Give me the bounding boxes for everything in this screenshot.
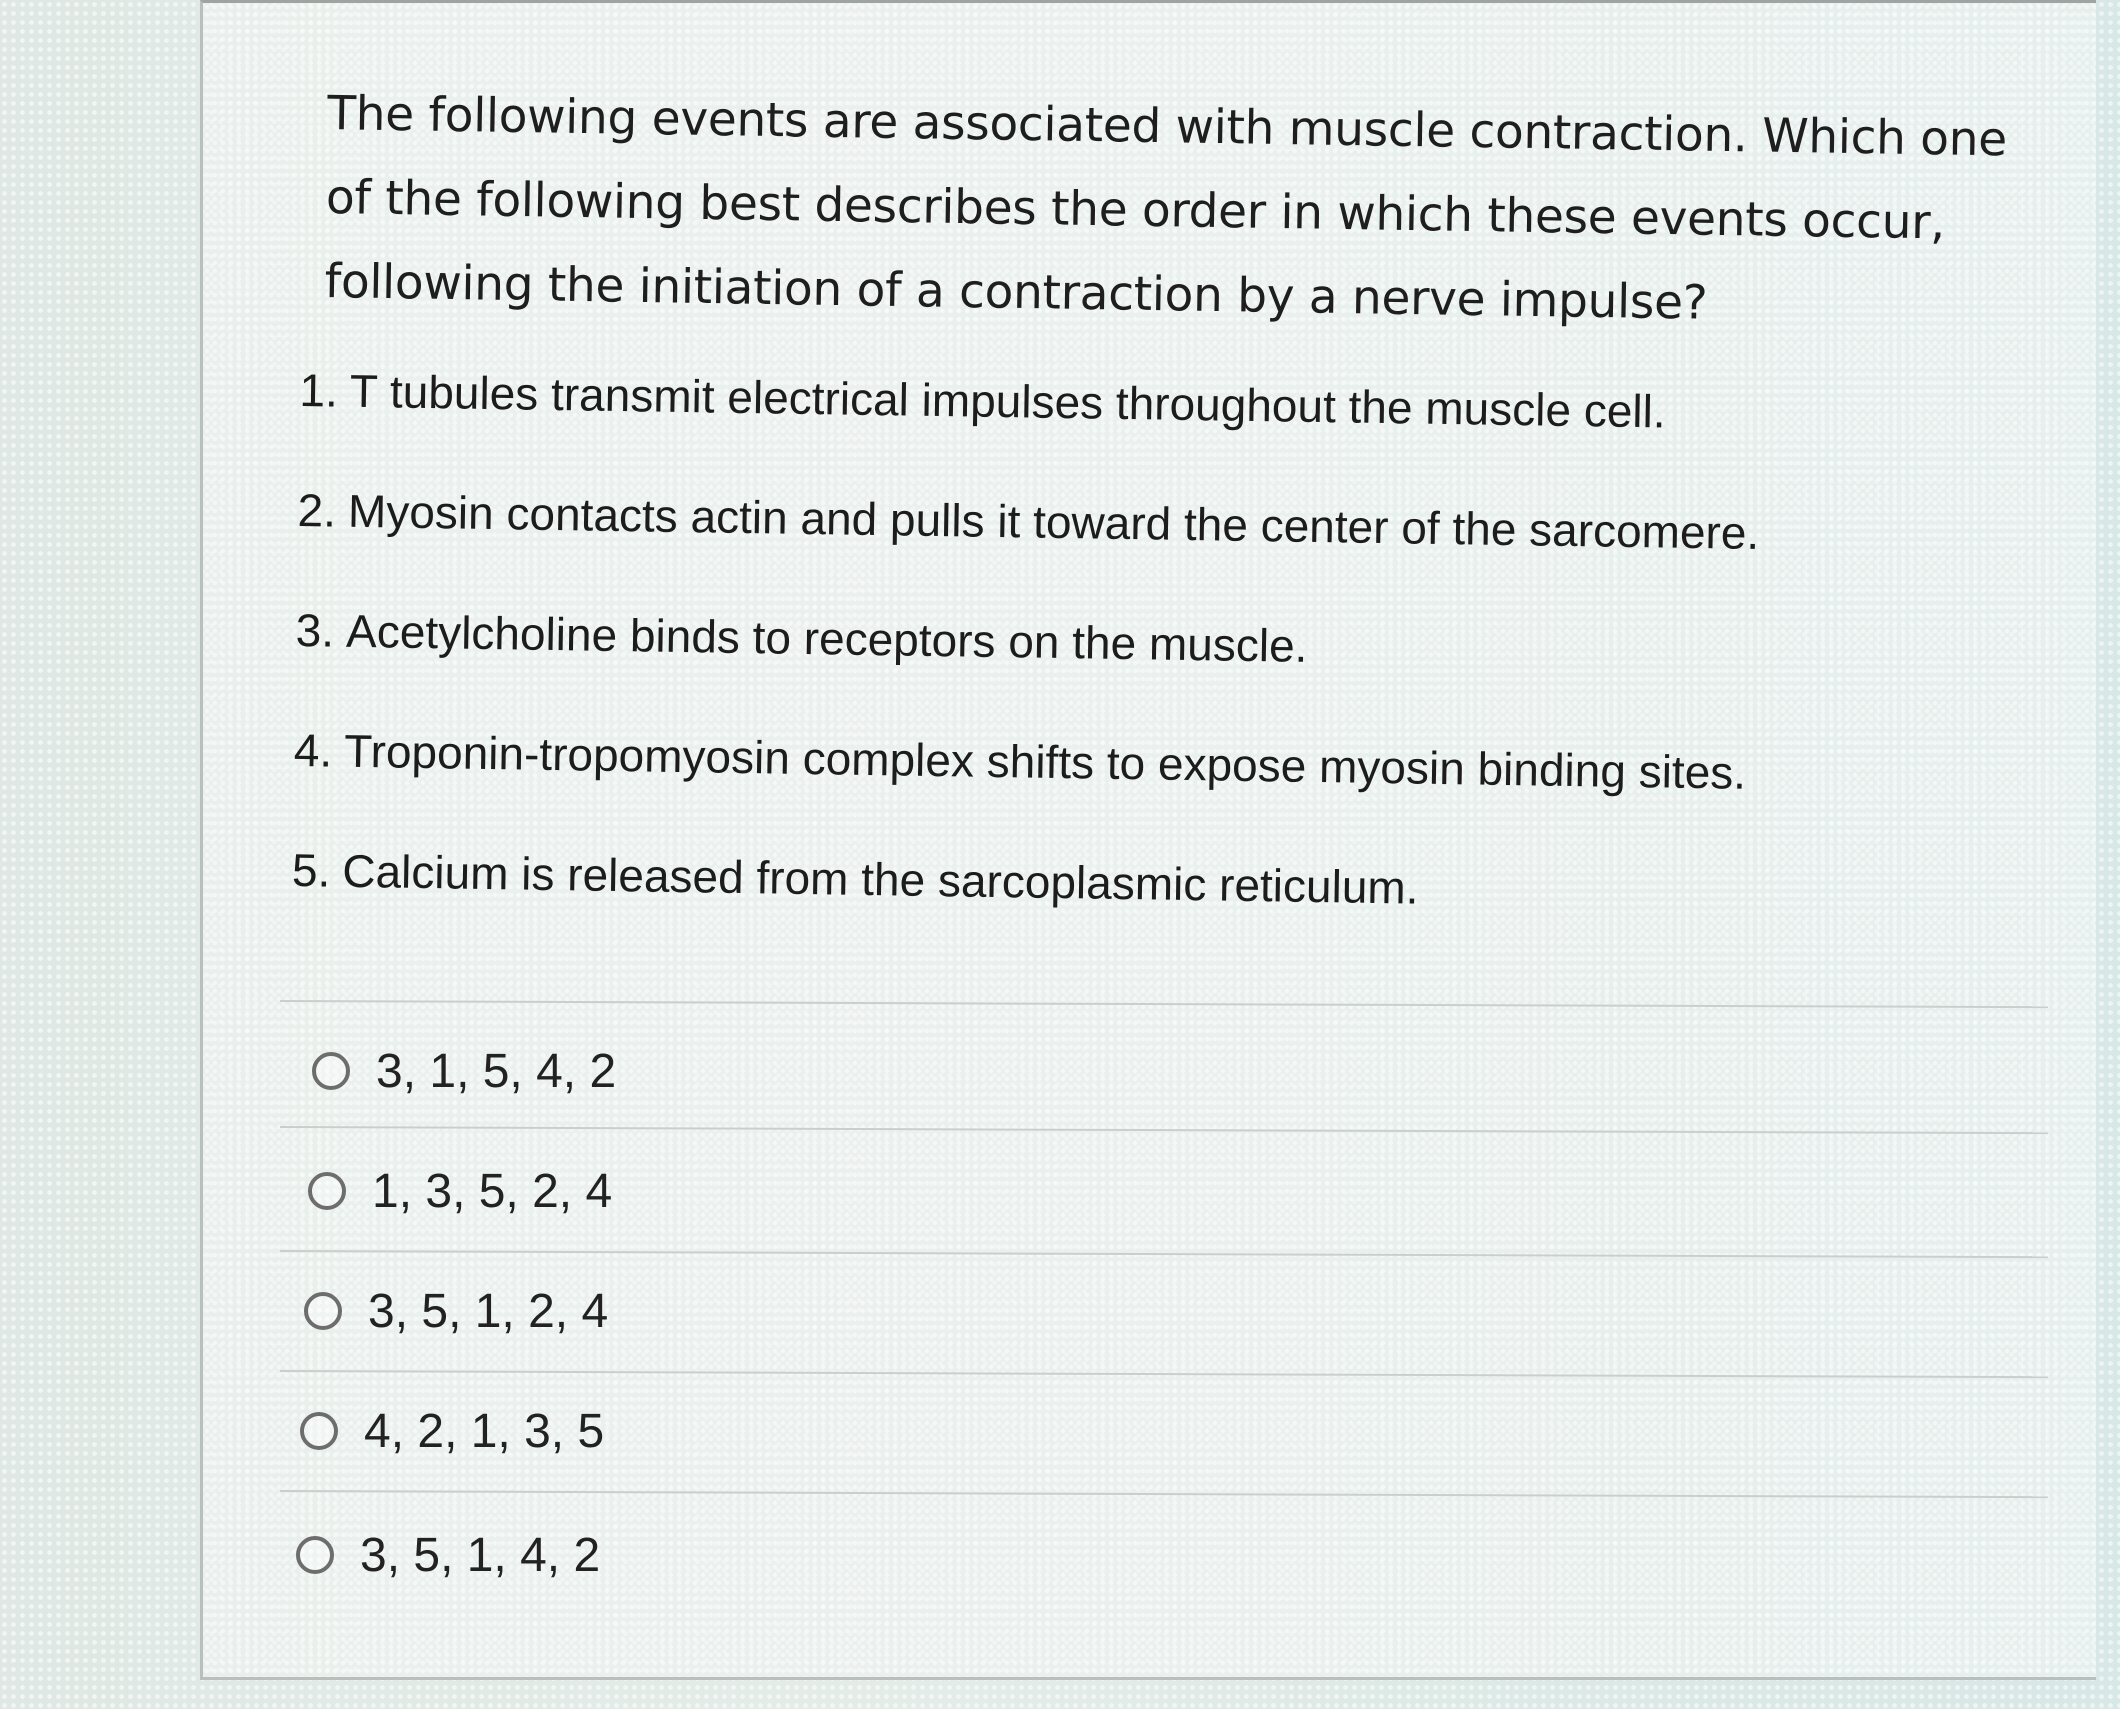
radio-icon[interactable] xyxy=(308,1172,346,1210)
radio-icon[interactable] xyxy=(304,1292,342,1330)
event-text: T tubules transmit electrical impulses throughout the muscle cell. xyxy=(349,364,1667,438)
event-item xyxy=(293,722,1755,801)
answer-option-3[interactable] xyxy=(304,1276,608,1346)
event-text: Troponin-tropomyosin complex shifts to expose myosin binding sites. xyxy=(343,724,1747,799)
event-text: Myosin contacts actin and pulls it toward the center of the sarcomere. xyxy=(347,484,1760,559)
event-number: 5. xyxy=(291,843,331,897)
event-number: 2. xyxy=(297,483,337,537)
answer-option-2[interactable] xyxy=(308,1156,612,1226)
radio-icon[interactable] xyxy=(312,1052,350,1090)
answer-option-label: 3, 5, 1, 4, 2 xyxy=(360,1528,601,1582)
question-text: The following events are associated with muscle contraction. Which one of the following best describes the order in which these events occur, following the initiation of a contraction by a nerve impulse? xyxy=(324,85,2008,331)
radio-icon[interactable] xyxy=(296,1536,334,1574)
event-item xyxy=(292,842,1754,921)
event-number: 4. xyxy=(293,723,333,777)
answer-option-1[interactable] xyxy=(312,1036,616,1106)
answer-option-4[interactable] xyxy=(300,1396,604,1466)
event-text: Calcium is released from the sarcoplasmic reticulum. xyxy=(341,844,1419,914)
event-number: 3. xyxy=(295,603,335,657)
event-list xyxy=(291,362,1762,985)
event-item xyxy=(295,602,1757,681)
event-item xyxy=(297,482,1759,561)
answer-option-label: 3, 5, 1, 2, 4 xyxy=(368,1284,609,1338)
event-text: Acetylcholine binds to receptors on the muscle. xyxy=(345,604,1308,672)
radio-icon[interactable] xyxy=(300,1412,338,1450)
answer-option-5[interactable] xyxy=(296,1520,600,1590)
answer-option-label: 4, 2, 1, 3, 5 xyxy=(364,1404,605,1458)
answer-option-label: 1, 3, 5, 2, 4 xyxy=(372,1164,613,1218)
answer-option-label: 3, 1, 5, 4, 2 xyxy=(376,1044,617,1098)
event-number: 1. xyxy=(299,363,339,417)
